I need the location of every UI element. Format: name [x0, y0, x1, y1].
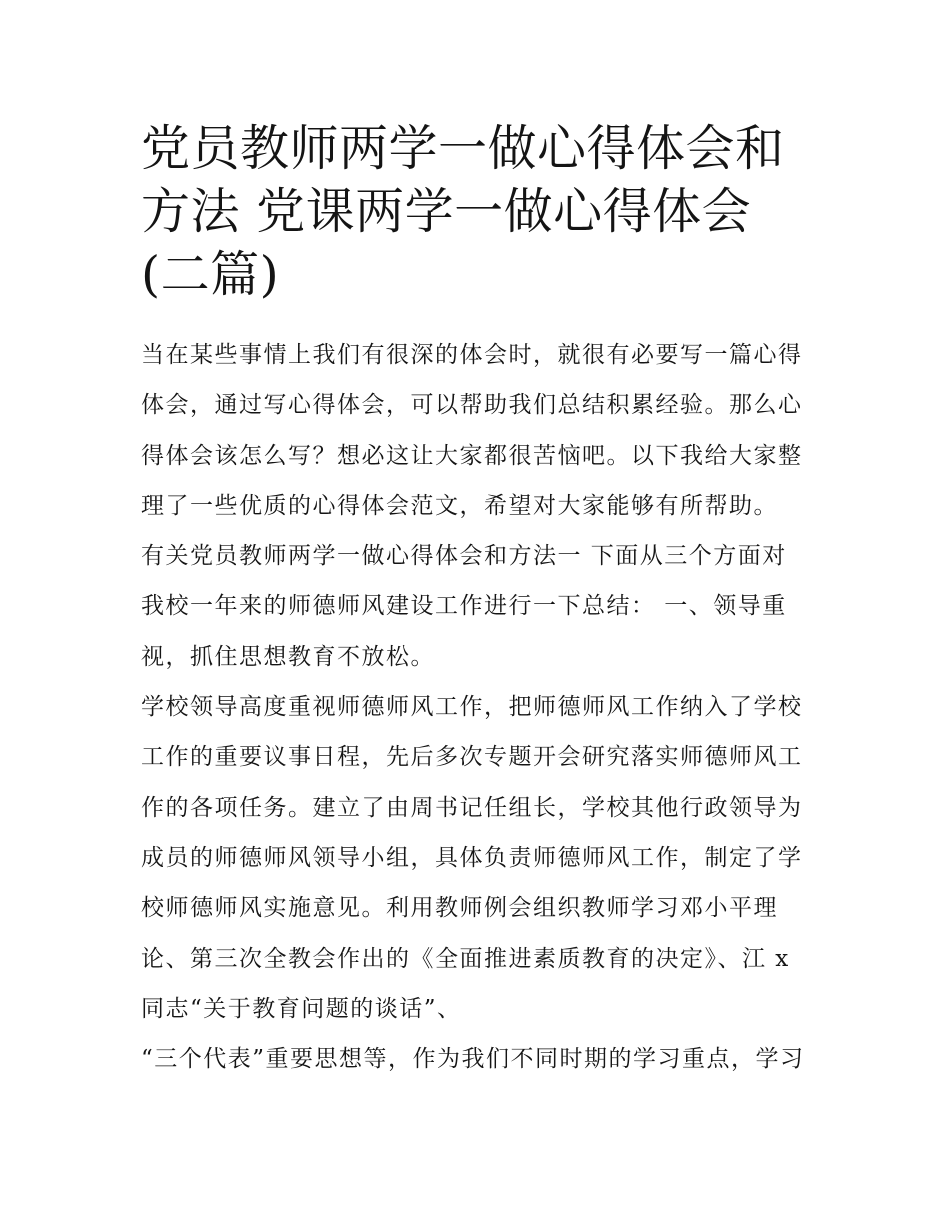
document-body	[141, 330, 821, 1084]
title-line: (二篇)	[141, 246, 280, 303]
body-text-line: “三个代表”重要思想等，作为我们不同时期的学习重点，学习	[141, 1046, 805, 1073]
body-text-line: 论、第三次全教会作出的《全面推进素质教育的决定》、江 x	[141, 945, 790, 972]
title-line: 方法 党课两学一做心得体会	[141, 183, 752, 240]
body-text-line: 作的各项任务。建立了由周书记任组长，学校其他行政领导为	[141, 794, 803, 821]
document-title	[141, 117, 821, 306]
body-text-line: 有关党员教师两学一做心得体会和方法一 下面从三个方面对	[141, 543, 787, 570]
body-text-line: 得体会该怎么写？想必这让大家都很苦恼吧。以下我给大家整	[141, 442, 803, 469]
body-text-line: 理了一些优质的心得体会范文，希望对大家能够有所帮助。	[141, 492, 778, 519]
body-text-line: 校师德师风实施意见。利用教师例会组织教师学习邓小平理	[141, 895, 778, 922]
body-text-line: 当在某些事情上我们有很深的体会时，就很有必要写一篇心得	[141, 342, 803, 368]
body-text-line: 体会，通过写心得体会，可以帮助我们总结积累经验。那么心	[141, 392, 803, 419]
body-text-line: 我校一年来的师德师风建设工作进行一下总结： 一、领导重	[141, 593, 787, 620]
body-text-line: 工作的重要议事日程，先后多次专题开会研究落实师德师风工	[141, 744, 803, 771]
body-text-line: 同志“关于教育问题的谈话”、	[141, 995, 462, 1022]
body-text-line: 成员的师德师风领导小组，具体负责师德师风工作，制定了学	[141, 844, 803, 871]
document-content	[141, 117, 821, 1084]
title-line: 党员教师两学一做心得体会和	[141, 120, 785, 177]
body-text-line: 视，抓住思想教育不放松。	[141, 643, 435, 670]
body-text-line: 学校领导高度重视师德师风工作，把师德师风工作纳入了学校	[141, 694, 803, 721]
